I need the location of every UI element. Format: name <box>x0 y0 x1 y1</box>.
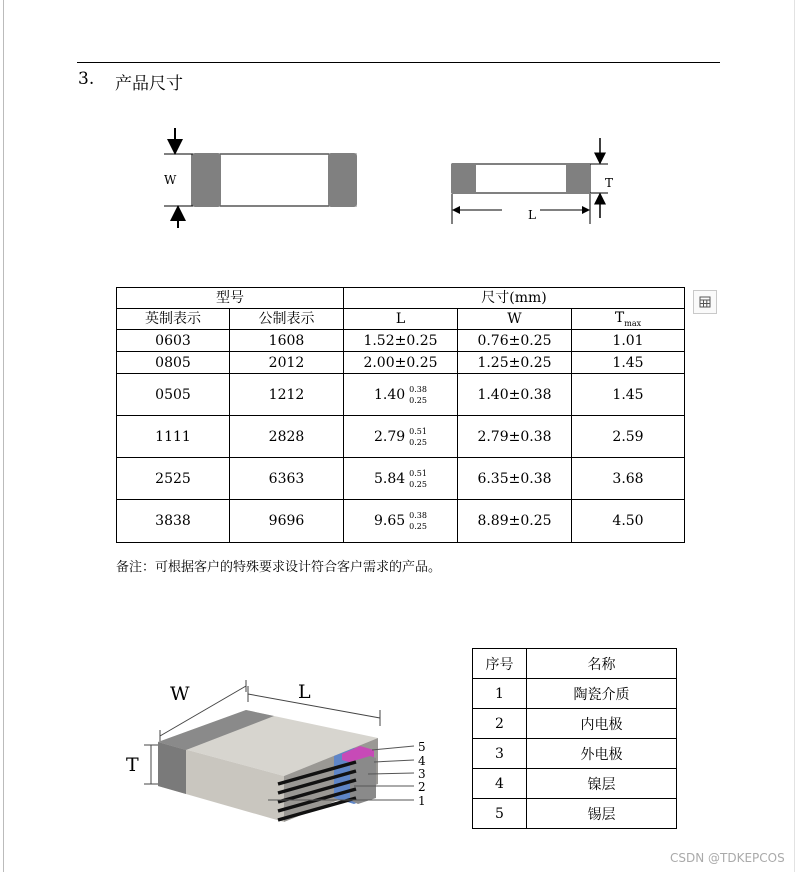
layer-table <box>472 648 677 829</box>
l-tol-minus: 0.25 <box>409 522 427 531</box>
col-w: W <box>458 309 572 330</box>
cell-no: 4 <box>473 769 527 799</box>
header-size: 尺寸(mm) <box>344 288 685 309</box>
col-metric: 公制表示 <box>230 309 344 330</box>
page-left-edge <box>3 0 4 872</box>
table-row <box>473 709 677 739</box>
label-l-side: L <box>528 208 536 222</box>
l-tol-minus: 0.25 <box>409 395 427 405</box>
cell-metric: 2012 <box>230 352 344 374</box>
cell-no: 5 <box>473 799 527 829</box>
table-grid-icon <box>694 291 716 313</box>
cell-imperial: 1111 <box>117 416 230 458</box>
col-l: L <box>344 309 458 330</box>
terminal-front-3d <box>158 742 186 794</box>
table-row <box>473 679 677 709</box>
cell-metric: 6363 <box>230 458 344 500</box>
callout-3: 3 <box>418 767 426 781</box>
layer-table-header <box>473 649 677 679</box>
cell-no: 1 <box>473 679 527 709</box>
l-tol-minus: 0.25 <box>409 437 427 447</box>
table-row <box>117 352 685 374</box>
l-base: 9.65 <box>374 513 406 529</box>
l-tol-plus: 0.51 <box>409 426 427 436</box>
cell-w: 0.76±0.25 <box>458 330 572 352</box>
col-imperial: 英制表示 <box>117 309 230 330</box>
watermark: CSDN @TDKEPCOS <box>670 851 785 865</box>
header-rule <box>77 62 720 63</box>
section-number: 3. <box>78 69 95 89</box>
cell-l <box>344 374 458 416</box>
cell-w: 6.35±0.38 <box>458 458 572 500</box>
table-row <box>117 500 685 543</box>
terminal-right-top <box>328 153 357 207</box>
callout-5: 5 <box>418 740 426 754</box>
cell-t: 1.45 <box>572 374 685 416</box>
cell-t: 2.59 <box>572 416 685 458</box>
side-view-diagram <box>440 132 630 232</box>
terminal-right-side <box>566 164 591 193</box>
l-tol-minus: 0.25 <box>409 479 427 489</box>
col-t-label: T <box>614 309 625 326</box>
cell-l: 2.00±0.25 <box>344 352 458 374</box>
col-t <box>572 309 685 330</box>
table-subheader-row <box>117 309 685 330</box>
table-row <box>117 374 685 416</box>
table-extract-button[interactable] <box>693 290 717 314</box>
cell-l <box>344 500 458 543</box>
cell-metric: 9696 <box>230 500 344 543</box>
cell-l: 1.52±0.25 <box>344 330 458 352</box>
cell-name: 陶瓷介质 <box>527 679 677 709</box>
cell-t: 4.50 <box>572 500 685 543</box>
cell-w: 1.25±0.25 <box>458 352 572 374</box>
table-row <box>117 330 685 352</box>
callout-4: 4 <box>418 754 426 768</box>
top-view-diagram <box>150 124 370 234</box>
cell-w: 2.79±0.38 <box>458 416 572 458</box>
cell-l <box>344 458 458 500</box>
cell-l <box>344 416 458 458</box>
cell-t: 1.01 <box>572 330 685 352</box>
cell-no: 2 <box>473 709 527 739</box>
table-row <box>473 769 677 799</box>
cell-imperial: 0805 <box>117 352 230 374</box>
section-title: 产品尺寸 <box>115 74 183 94</box>
table-row <box>117 416 685 458</box>
cell-metric: 2828 <box>230 416 344 458</box>
page-right-edge <box>794 0 795 872</box>
label-t-side: T <box>605 176 614 190</box>
cell-name: 外电极 <box>527 739 677 769</box>
col-name: 名称 <box>527 649 677 679</box>
cell-name: 镍层 <box>527 769 677 799</box>
cell-name: 内电极 <box>527 709 677 739</box>
cell-w: 8.89±0.25 <box>458 500 572 543</box>
table-row <box>473 799 677 829</box>
table-row <box>117 458 685 500</box>
cell-imperial: 3838 <box>117 500 230 543</box>
dimension-table <box>116 287 685 543</box>
cell-metric: 1212 <box>230 374 344 416</box>
chip-3d-diagram <box>118 672 438 832</box>
callout-2: 2 <box>418 780 426 794</box>
cell-w: 1.40±0.38 <box>458 374 572 416</box>
cell-imperial: 2525 <box>117 458 230 500</box>
cell-imperial: 0505 <box>117 374 230 416</box>
table-header-row <box>117 288 685 309</box>
terminal-left-top <box>192 153 221 207</box>
cell-imperial: 0603 <box>117 330 230 352</box>
col-t-sub: max <box>624 318 642 328</box>
cell-metric: 1608 <box>230 330 344 352</box>
header-model: 型号 <box>117 288 344 309</box>
callout-1: 1 <box>418 794 426 808</box>
l-tol-plus: 0.38 <box>409 384 427 394</box>
l-tol-plus: 0.51 <box>409 468 427 478</box>
cell-t: 3.68 <box>572 458 685 500</box>
table-row <box>473 739 677 769</box>
label-t-3d: T <box>126 754 139 776</box>
cell-no: 3 <box>473 739 527 769</box>
col-no: 序号 <box>473 649 527 679</box>
l-tol-plus: 0.38 <box>409 511 427 520</box>
cell-name: 锡层 <box>527 799 677 829</box>
terminal-left-side <box>451 164 476 193</box>
l-base: 1.40 <box>374 386 406 403</box>
cell-t: 1.45 <box>572 352 685 374</box>
label-l-3d: L <box>298 681 311 703</box>
note-text: 备注：可根据客户的特殊要求设计符合客户需求的产品。 <box>116 560 442 575</box>
l-base: 2.79 <box>374 428 406 445</box>
label-w-3d: W <box>170 683 190 705</box>
l-base: 5.84 <box>374 470 406 487</box>
label-w-top: W <box>164 173 177 187</box>
